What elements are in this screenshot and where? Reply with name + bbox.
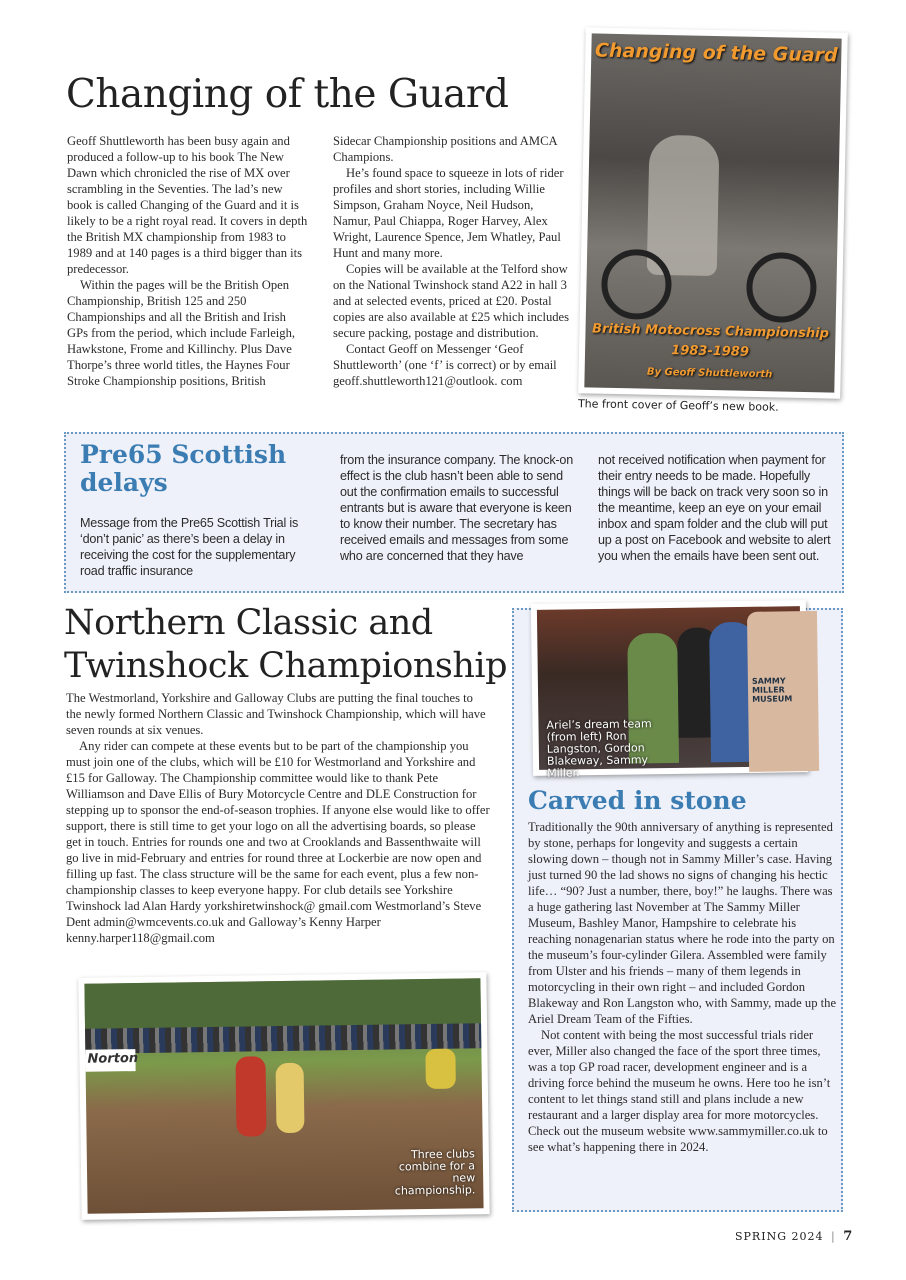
photo-caption: Ariel’s dream team (from left) Ron Langston, Gordon Blakeway, Sammy Miller.: [546, 717, 652, 780]
article1-column-2: [333, 133, 573, 389]
article-title-northern-classic: [64, 602, 507, 688]
article-title-carved-in-stone: Carved in stone: [528, 786, 747, 815]
rider: [425, 1049, 456, 1089]
title-line: Northern Classic and: [64, 603, 433, 643]
pre65-column-3: not received notification when payment for their entry needs to be made. Hopefully things will be back on track very soon so in the meantime, keep an eye on your email inbox and spam folder and the club will put up a post on Facebook and website to alert you when the emails have been sent out.: [598, 453, 831, 563]
rider: [235, 1056, 266, 1136]
page-number: 7: [843, 1229, 854, 1244]
article3-body: [66, 690, 490, 946]
article-title-pre65: Pre65 Scottish delays: [80, 440, 287, 497]
paragraph: Traditionally the 90th anniversary of anything is represented by stone, perhaps for longevity and suggests a certain slowing down – though not in Sammy Miller’s case. Having just turned 90 the lad shows no signs of changing his hectic life… “90? Just a number, there, boy!” he laughs. There was a huge gathering last November at The Sammy Miller Museum, Bashley Manor, Hampshire to celebrate his reaching nonagenarian status where he rode into the party on the museum’s four-cylinder Gilera. Assembled were family from Ulster and his friends – many of them legends in motorcycling in their own right – and included Gordon Blakeway and Ron Langston who, with Sammy, made up the Ariel Dream Team of the Fifties.: [528, 820, 837, 1026]
paragraph: Any rider can compete at these events but to be part of the championship you must join one of the clubs, which will be £10 for Westmorland and Yorkshire and £15 for Galloway. The Championship committee would like to thank Pete Williamson and Dave Ellis of Bury Motorcycle Centre and DLE Construction for stepping up to sponsor the end-of-season trophies. If anyone else would like to offer support, there is still time to get your logo on all the advertising boards, so please get in touch. Entries for rounds one and two at Crooklands and Bassenthwaite will go live in mid-February and entries for round three at Lockerbie are now open and filling up fast. The class structure will be the same for each event, plus a few non-championship classes to keep everyone happy. For club details see Yorkshire Twinshock lad Alan Hardy yorkshiretwinshock@ gmail.com Westmorland’s Steve Dent admin@wmcevents.co.uk and Galloway’s Kenny Harper kenny.harper118@gmail.com: [66, 739, 490, 945]
paragraph: Geoff Shuttleworth has been busy again and produced a follow-up to his book The New Dawn which chronicled the rise of MX over scrambling in the Seventies. The lad’s new book is called Changing of the Guard and it is likely to be a right royal read. It covers in depth the British MX championship from 1983 to 1989 and at 140 pages is a third bigger than its predecessor.: [67, 134, 308, 276]
cover-author: By Geoff Shuttleworth: [646, 366, 773, 381]
book-cover-photo: [578, 27, 848, 398]
cover-subtitle: British Motocross Championship: [591, 321, 830, 342]
title-line: Twinshock Championship: [64, 646, 507, 686]
paragraph: Sidecar Championship positions and AMCA Champions.: [333, 134, 557, 164]
pre65-column-2: from the insurance company. The knock-on effect is the club hasn’t been able to send out the confirmation emails to successful entrants but is aware that everyone is keen to know their number. The secretary has received emails and messages from some who are concerned that they have: [340, 453, 574, 563]
rider: [276, 1063, 305, 1133]
cover-years: 1983-1989: [671, 343, 750, 360]
article-title-changing-guard: Changing of the Guard: [66, 72, 509, 117]
paragraph: Copies will be available at the Telford show on the National Twinshock stand A22 in hall 3 and at selected events, priced at £20. Postal copies are also available at £25 which includes secure packing, postage and distribution.: [333, 262, 570, 340]
footer-separator: |: [830, 1230, 836, 1243]
race-image: [84, 978, 483, 1214]
cover-title: Changing of the Guard: [594, 39, 838, 67]
museum-image: [537, 606, 802, 780]
dream-team-photo: [531, 600, 808, 780]
article4-body: [528, 819, 840, 1155]
rider-silhouette: [647, 135, 720, 276]
paragraph: Contact Geoff on Messenger ‘Geof Shuttleworth’ (one ‘f’ is correct) or by email geoff.shuttleworth121@outlook. com: [333, 342, 557, 388]
book-cover-image: [584, 33, 841, 392]
book-cover-caption: The front cover of Geoff’s new book.: [577, 397, 779, 414]
page-footer: [735, 1229, 853, 1244]
photo-caption: Three clubs combine for a new championship.: [394, 1147, 476, 1198]
paragraph: Within the pages will be the British Open Championship, British 125 and 250 Championships and all the British and Irish GPs from the period, which include Farleigh, Hawkstone, Frome and Killinchy. Plus Dave Thorpe’s three world titles, the Haynes Four Stroke Championship positions, British: [67, 278, 296, 388]
issue-label: SPRING 2024: [735, 1230, 824, 1243]
crowd: [85, 1023, 481, 1054]
bike-wheel: [746, 252, 817, 323]
paragraph: He’s found space to squeeze in lots of rider profiles and short stories, including Willie Simpson, Graham Noyce, Neil Hudson, Namur, Paul Chiappa, Roger Harvey, Alex Wright, Laurence Spence, Jem Whatley, Paul Hunt and many more.: [333, 166, 564, 260]
banner: Norton: [85, 1049, 135, 1072]
paragraph: The Westmorland, Yorkshire and Galloway Clubs are putting the final touches to the newly formed Northern Classic and Twinshock Championship, which will have seven rounds at six venues.: [66, 691, 486, 737]
twinshock-photo: [78, 972, 489, 1220]
bike-wheel: [601, 249, 672, 320]
article1-column-1: [67, 133, 309, 389]
paragraph: Not content with being the most successful trials rider ever, Miller also changed the face of the sport three times, was a top GP road racer, development engineer and is a driving force behind the museum he owns. Here too he isn’t content to let things stand still and plans include a new restaurant and a larger display area for more motorcycles. Check out the museum website www.sammymiller.co.uk to see what’s happening there in 2024.: [528, 1028, 831, 1154]
van-sign: SAMMY MILLER MUSEUM: [751, 676, 793, 704]
pre65-column-1: Message from the Pre65 Scottish Trial is ‘don’t panic’ as there’s been a delay in receiving the cost for the supplementary road traffic insurance: [80, 516, 299, 578]
